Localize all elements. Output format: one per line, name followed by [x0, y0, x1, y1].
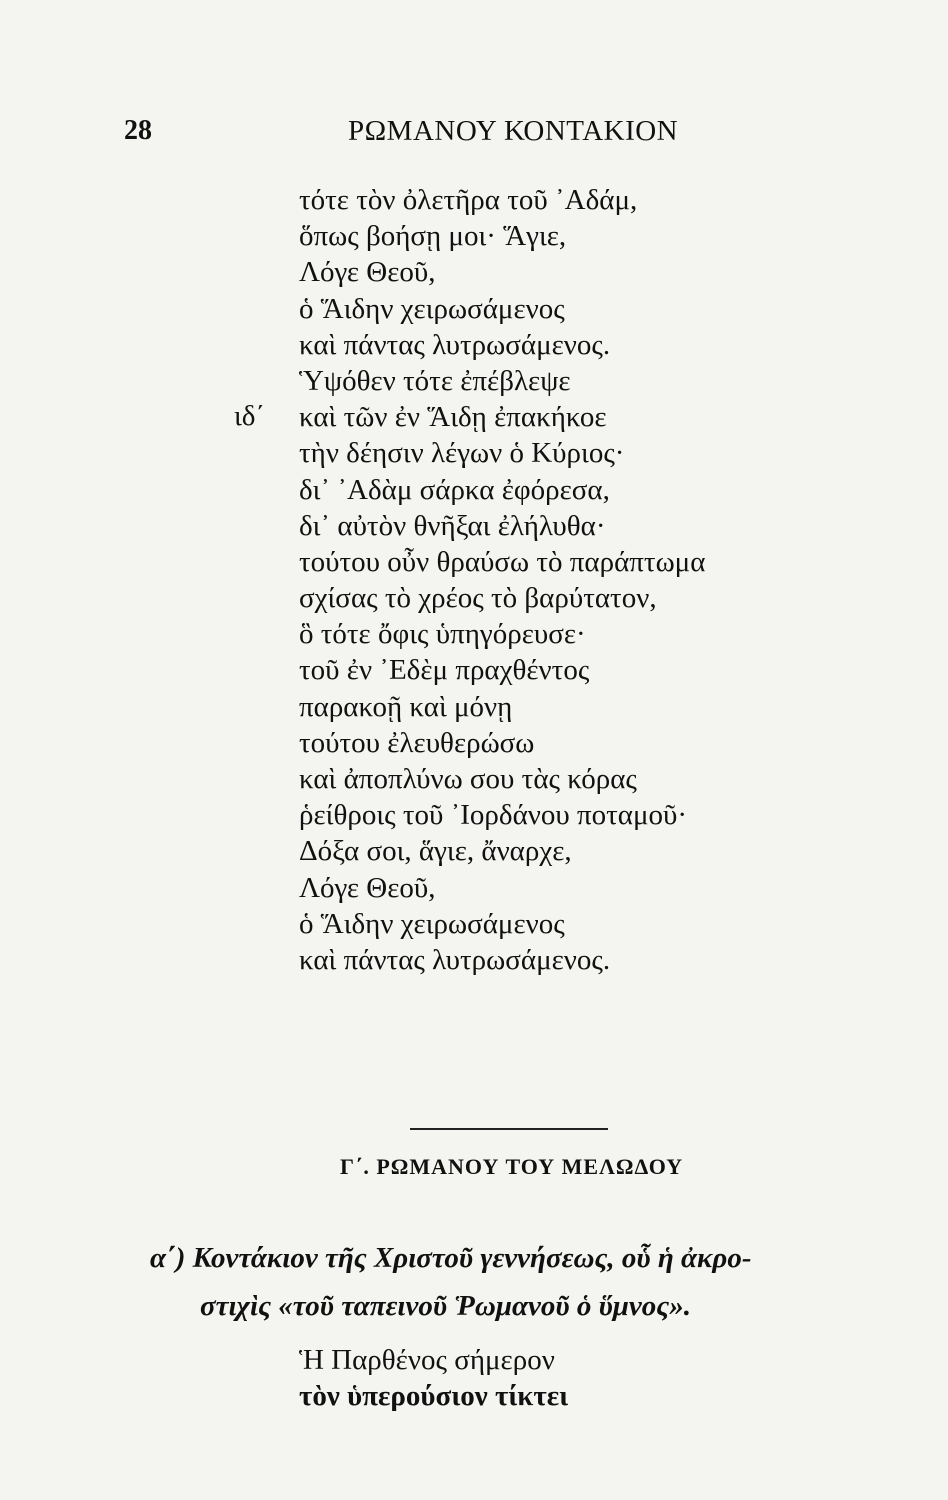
kontakion-title [150, 1234, 890, 1330]
opening-line: Ἡ Παρθένος σήμερον [299, 1344, 555, 1376]
verse-line: δι᾿ αὐτὸν θνῆξαι ἐλήλυθα· [299, 509, 606, 542]
verse-line: ὅπως βοήσῃ μοι· Ἅγιε, [299, 220, 567, 253]
verse-line: καὶ πάντας λυτρωσάμενος. [299, 943, 611, 976]
verse-line: τὴν δέησιν λέγων ὁ Κύριος· [299, 437, 625, 470]
opening-verses [299, 1342, 568, 1414]
verse-line: παρακοῇ καὶ μόνῃ [299, 690, 513, 723]
kontakion-title-line: α΄) Κοντάκιον τῆς Χριστοῦ γεννήσεως, οὗ ἡ ἀκρο- [150, 1242, 752, 1274]
verse-line: σχίσας τὸ χρέος τὸ βαρύτατον, [299, 582, 657, 615]
running-title: ΡΩΜΑΝΟΥ ΚΟΝΤΑΚΙΟΝ [348, 115, 679, 147]
verse-line: Δόξα σοι, ἅγιε, ἄναρχε, [299, 835, 572, 868]
verse-line: τοῦ ἐν ᾿Εδὲμ πραχθέντος [299, 654, 590, 687]
strophe-number: ιδ΄ [234, 400, 266, 432]
verse-line: ῥείθροις τοῦ ᾿Ιορδάνου ποταμοῦ· [299, 799, 688, 832]
verse-line: Λόγε Θεοῦ, [299, 256, 436, 289]
kontakion-title-line: στιχὶς «τοῦ ταπεινοῦ Ῥωμανοῦ ὁ ὕμνος». [200, 1290, 691, 1322]
verse-line: Λόγε Θεοῦ, [299, 871, 436, 904]
verse-line: καὶ τῶν ἐν Ἅιδῃ ἐπακήκοε [299, 401, 607, 434]
verse-block [299, 182, 899, 978]
verse-line: ὁ Ἅιδην χειρωσάμενος [299, 907, 565, 940]
verse-line: τότε τὸν ὀλετῆρα τοῦ ᾿Αδάμ, [299, 184, 638, 216]
verse-line: τούτου ἐλευθερώσω [299, 726, 535, 759]
verse-line: ὁ Ἅιδην χειρωσάμενος [299, 292, 565, 325]
verse-line: καὶ ἀποπλύνω σου τὰς κόρας [299, 763, 637, 795]
verse-line: ὃ τότε ὄφις ὑπηγόρευσε· [299, 618, 586, 651]
section-heading: Γ΄. ΡΩΜΑΝΟΥ ΤΟΥ ΜΕΛΩΔΟΥ [340, 1154, 684, 1179]
verse-line: τούτου οὖν θραύσω τὸ παράπτωμα [299, 545, 706, 578]
verse-line: καὶ πάντας λυτρωσάμενος. [299, 328, 611, 361]
verse-line: Ὑψόθεν τότε ἐπέβλεψε [299, 364, 571, 397]
section-divider [410, 1128, 608, 1130]
verse-line: δι᾿ ᾿Αδὰμ σάρκα ἐφόρεσα, [299, 473, 610, 506]
opening-line: τὸν ὑπερούσιον τίκτει [299, 1380, 569, 1412]
page-number: 28 [124, 115, 152, 146]
